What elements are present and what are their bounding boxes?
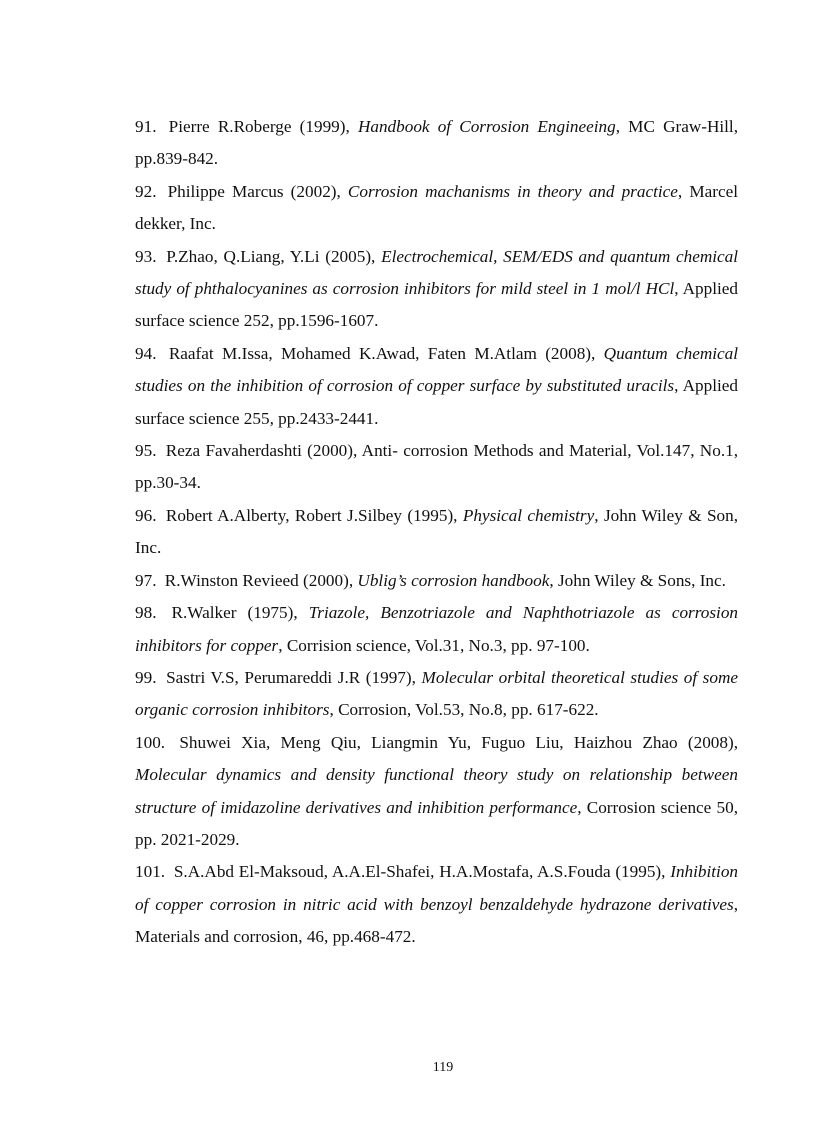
reference-source: , John Wiley & Son, Inc.: [135, 505, 738, 558]
reference-text: Shuwei Xia, Meng Qiu, Liangmin Yu, Fuguo Liu, Haizhou Zhao (2008),: [179, 732, 738, 752]
reference-source: , Corrosion science 50, pp. 2021-2029.: [135, 797, 738, 849]
reference-source: , Applied surface science 252, pp.1596-1607.: [135, 279, 738, 331]
reference-text: P.Zhao, Q.Liang, Y.Li (2005),: [166, 246, 382, 266]
reference-title: Molecular orbital theoretical studies of some organic corrosion inhibitors: [135, 667, 739, 720]
reference-source: , MC Graw-Hill, pp.839-842.: [135, 117, 739, 169]
reference-text: Sastri V.S, Perumareddi J.R (1997),: [166, 667, 422, 687]
reference-title: Electrochemical, SEM/EDS and quantum chemical study of phthalocyanines as corrosion inhibitors for mild steel in 1 mol/l HCl: [135, 246, 739, 299]
reference-item: [135, 662, 738, 727]
reference-item: [135, 856, 738, 953]
reference-number: 95.: [135, 441, 157, 461]
reference-source: , Marcel dekker, Inc.: [135, 181, 738, 234]
reference-source: , Corrision science, Vol.31, No.3, pp. 97-100.: [278, 635, 590, 655]
reference-number: 100.: [135, 732, 166, 752]
reference-item: [135, 338, 738, 435]
page-number: 119: [432, 1060, 454, 1075]
reference-number: 97.: [135, 570, 157, 590]
reference-number: 101.: [135, 862, 166, 882]
reference-text: S.A.Abd El-Maksoud, A.A.El-Shafei, H.A.Mostafa, A.S.Fouda (1995),: [173, 862, 671, 882]
reference-item: [135, 565, 738, 597]
reference-title: Quantum chemical studies on the inhibition of corrosion of copper surface by substituted uracils: [135, 343, 739, 396]
reference-item: [135, 176, 738, 241]
reference-item: [135, 727, 738, 857]
reference-item: [135, 597, 738, 662]
reference-text: R.Walker (1975),: [171, 603, 309, 623]
reference-title: Handbook of Corrosion Engineeing: [357, 117, 616, 136]
reference-source: , John Wiley & Sons, Inc.: [549, 570, 726, 590]
reference-title: Molecular dynamics and density functional theory study on relationship between structure of imidazoline derivatives and inhibition performance: [135, 765, 738, 817]
reference-item: [135, 500, 738, 565]
reference-list: [135, 111, 738, 954]
reference-text: Raafat M.Issa, Mohamed K.Awad, Faten M.Atlam (2008),: [168, 343, 604, 363]
reference-title: Physical chemistry: [462, 505, 595, 525]
reference-title: Ublig’s corrosion handbook: [357, 570, 550, 590]
reference-text: Pierre R.Roberge (1999),: [168, 117, 358, 136]
reference-number: 93.: [135, 246, 157, 266]
reference-title: Triazole, Benzotriazole and Naphthotriazole as corrosion inhibitors for copper: [135, 603, 739, 655]
reference-source: , Applied surface science 255, pp.2433-2441.: [135, 376, 738, 428]
reference-number: 94.: [135, 343, 157, 363]
reference-text: Robert A.Alberty, Robert J.Silbey (1995),: [165, 505, 463, 525]
reference-title: Corrosion machanisms in theory and practice: [347, 181, 678, 201]
reference-text: R.Winston Revieed (2000),: [164, 570, 358, 590]
reference-source: , Corrosion, Vol.53, No.8, pp. 617-622.: [329, 700, 599, 720]
reference-number: 98.: [135, 603, 157, 623]
reference-number: 92.: [135, 181, 157, 201]
reference-text: Philippe Marcus (2002),: [167, 181, 348, 201]
reference-text: Reza Favaherdashti (2000), Anti- corrosion Methods and Material, Vol.147, No.1, pp.30-34.: [135, 441, 739, 493]
reference-item: [135, 111, 738, 176]
reference-title: Inhibition of copper corrosion in nitric acid with benzoyl benzaldehyde hydrazone derivatives: [135, 862, 739, 914]
reference-number: 96.: [135, 505, 157, 525]
reference-item: [135, 435, 738, 500]
reference-source: , Materials and corrosion, 46, pp.468-472.: [135, 894, 738, 947]
reference-number: 99.: [135, 667, 157, 687]
reference-number: 91.: [135, 117, 157, 136]
reference-item: [135, 241, 738, 338]
